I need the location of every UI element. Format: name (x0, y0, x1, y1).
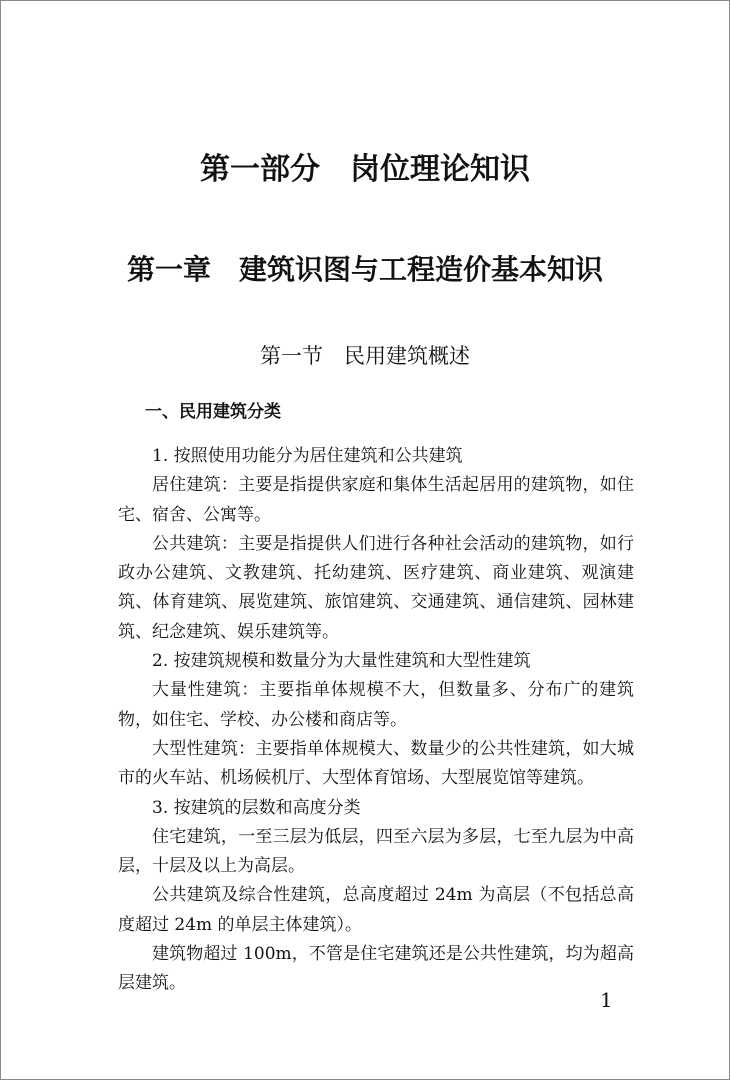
body-text (118, 442, 634, 999)
paragraph: 公共建筑及综合性建筑，总高度超过 24m 为高层（不包括总高度超过 24m 的单层主体建筑）。 (118, 885, 634, 935)
paragraph: 大型性建筑：主要指单体规模大、数量少的公共性建筑，如大城市的火车站、机场候机厅、大型体育馆场、大型展览馆等建筑。 (118, 738, 634, 789)
paragraph: 建筑物超过 100m，不管是住宅建筑还是公共性建筑，均为超高层建筑。 (118, 944, 634, 994)
subsection-title: 一、民用建筑分类 (145, 402, 281, 422)
page-number: 1 (600, 988, 613, 1012)
paragraph: 住宅建筑，一至三层为低层，四至六层为多层，七至九层为中高层，十层及以上为高层。 (118, 826, 634, 877)
paragraph: 3. 按建筑的层数和高度分类 (152, 797, 361, 818)
paragraph: 大量性建筑：主要指单体规模不大，但数量多、分布广的建筑物，如住宅、学校、办公楼和商店等。 (118, 680, 634, 730)
paragraph: 居住建筑：主要是指提供家庭和集体生活起居用的建筑物，如住宅、宿舍、公寓等。 (118, 475, 634, 525)
paragraph: 公共建筑：主要是指提供人们进行各种社会活动的建筑物，如行政办公建筑、文教建筑、托幼建筑、医疗建筑、商业建筑、观演建筑、体育建筑、展览建筑、旅馆建筑、交通建筑、通信建筑、园林建筑、纪念建筑、娱乐建筑等。 (118, 533, 634, 642)
paragraph: 1. 按照使用功能分为居住建筑和公共建筑 (152, 446, 463, 466)
section-title: 第一节 民用建筑概述 (260, 344, 470, 368)
chapter-title: 第一章 建筑识图与工程造价基本知识 (126, 253, 603, 286)
paragraph: 2. 按建筑规模和数量分为大量性建筑和大型性建筑 (152, 651, 531, 672)
part-title: 第一部分 岗位理论知识 (200, 152, 530, 187)
